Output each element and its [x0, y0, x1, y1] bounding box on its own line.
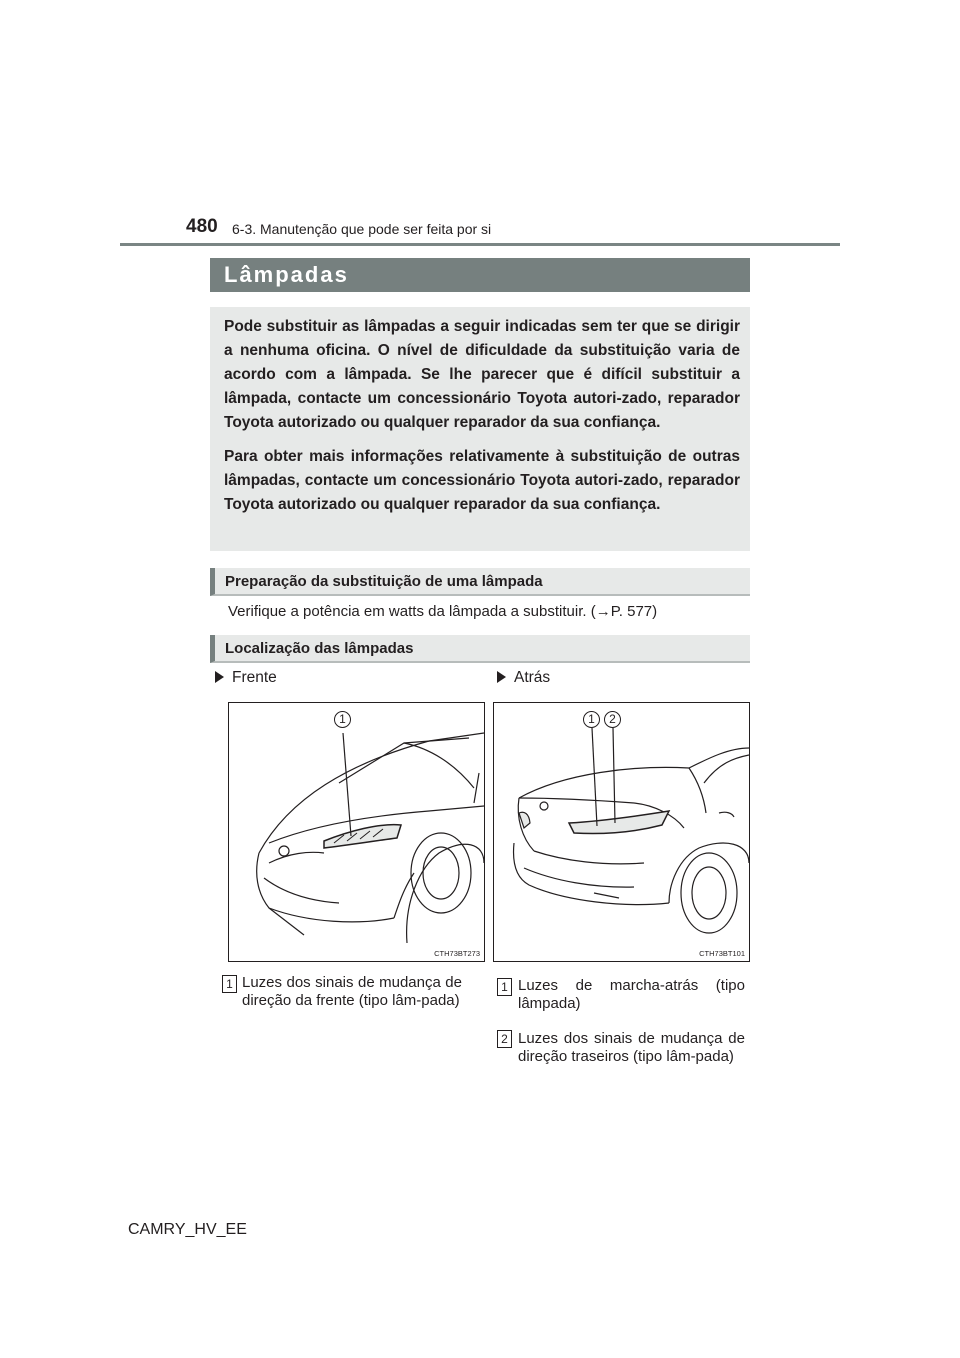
intro-paragraph-2: Para obter mais informações relativamente à substituição de outras lâmpadas, contacte um concessionário Toyota autori-zado, reparador Toyota autorizado ou qualquer reparador da sua confiança. [224, 448, 740, 513]
location-heading: Localização das lâmpadas [210, 635, 750, 663]
intro-paragraph-1: Pode substituir as lâmpadas a seguir indicadas sem ter que se dirigir a nenhuma oficina. O nível de dificuldade da substituição varia de acordo com a lâmpada. Se lhe parecer que é difícil substituir a lâmpada, contacte um concessionário Toyota autori-zado, reparador Toyota autorizado ou qualquer reparador da sua confiança. [224, 318, 740, 431]
rear-view-label [497, 669, 550, 687]
footer-model-code: CAMRY_HV_EE [128, 1221, 247, 1238]
rear-item-2-text: Luzes dos sinais de mudança de direção traseiros (tipo lâm-pada) [518, 1030, 745, 1065]
front-bulbs-figure [228, 702, 485, 962]
rear-figure-code: CTH73BT101 [699, 949, 745, 958]
preparation-heading: Preparação da substituição de uma lâmpada [210, 568, 750, 596]
rear-item-1-text: Luzes de marcha-atrás (tipo lâmpada) [518, 977, 745, 1012]
intro-box [210, 307, 750, 551]
preparation-text: Verifique a potência em watts da lâmpada a substituir. (→P. 577) [228, 603, 658, 620]
triangle-bullet-icon [497, 671, 506, 683]
rear-callout-2: 2 [604, 711, 621, 728]
rear-bulbs-figure [493, 702, 750, 962]
front-callout-1: 1 [334, 711, 351, 728]
rear-callout-1: 1 [583, 711, 600, 728]
page-title: Lâmpadas [210, 258, 750, 292]
header-rule [120, 243, 840, 246]
front-car-illustration [229, 703, 484, 961]
triangle-bullet-icon [215, 671, 224, 683]
rear-item-2-number: 2 [497, 1030, 512, 1048]
page-number: 480 [186, 216, 218, 237]
section-header: 6-3. Manutenção que pode ser feita por si [232, 221, 492, 237]
rear-car-illustration [494, 703, 749, 961]
front-figure-code: CTH73BT273 [434, 949, 480, 958]
rear-item-1-number: 1 [497, 978, 512, 996]
front-label-text: Frente [232, 669, 277, 686]
front-view-label [215, 669, 277, 687]
rear-label-text: Atrás [514, 669, 551, 686]
front-item-1-number: 1 [222, 975, 237, 993]
front-item-1-text: Luzes dos sinais de mudança de direção da frente (tipo lâm-pada) [242, 974, 462, 1009]
